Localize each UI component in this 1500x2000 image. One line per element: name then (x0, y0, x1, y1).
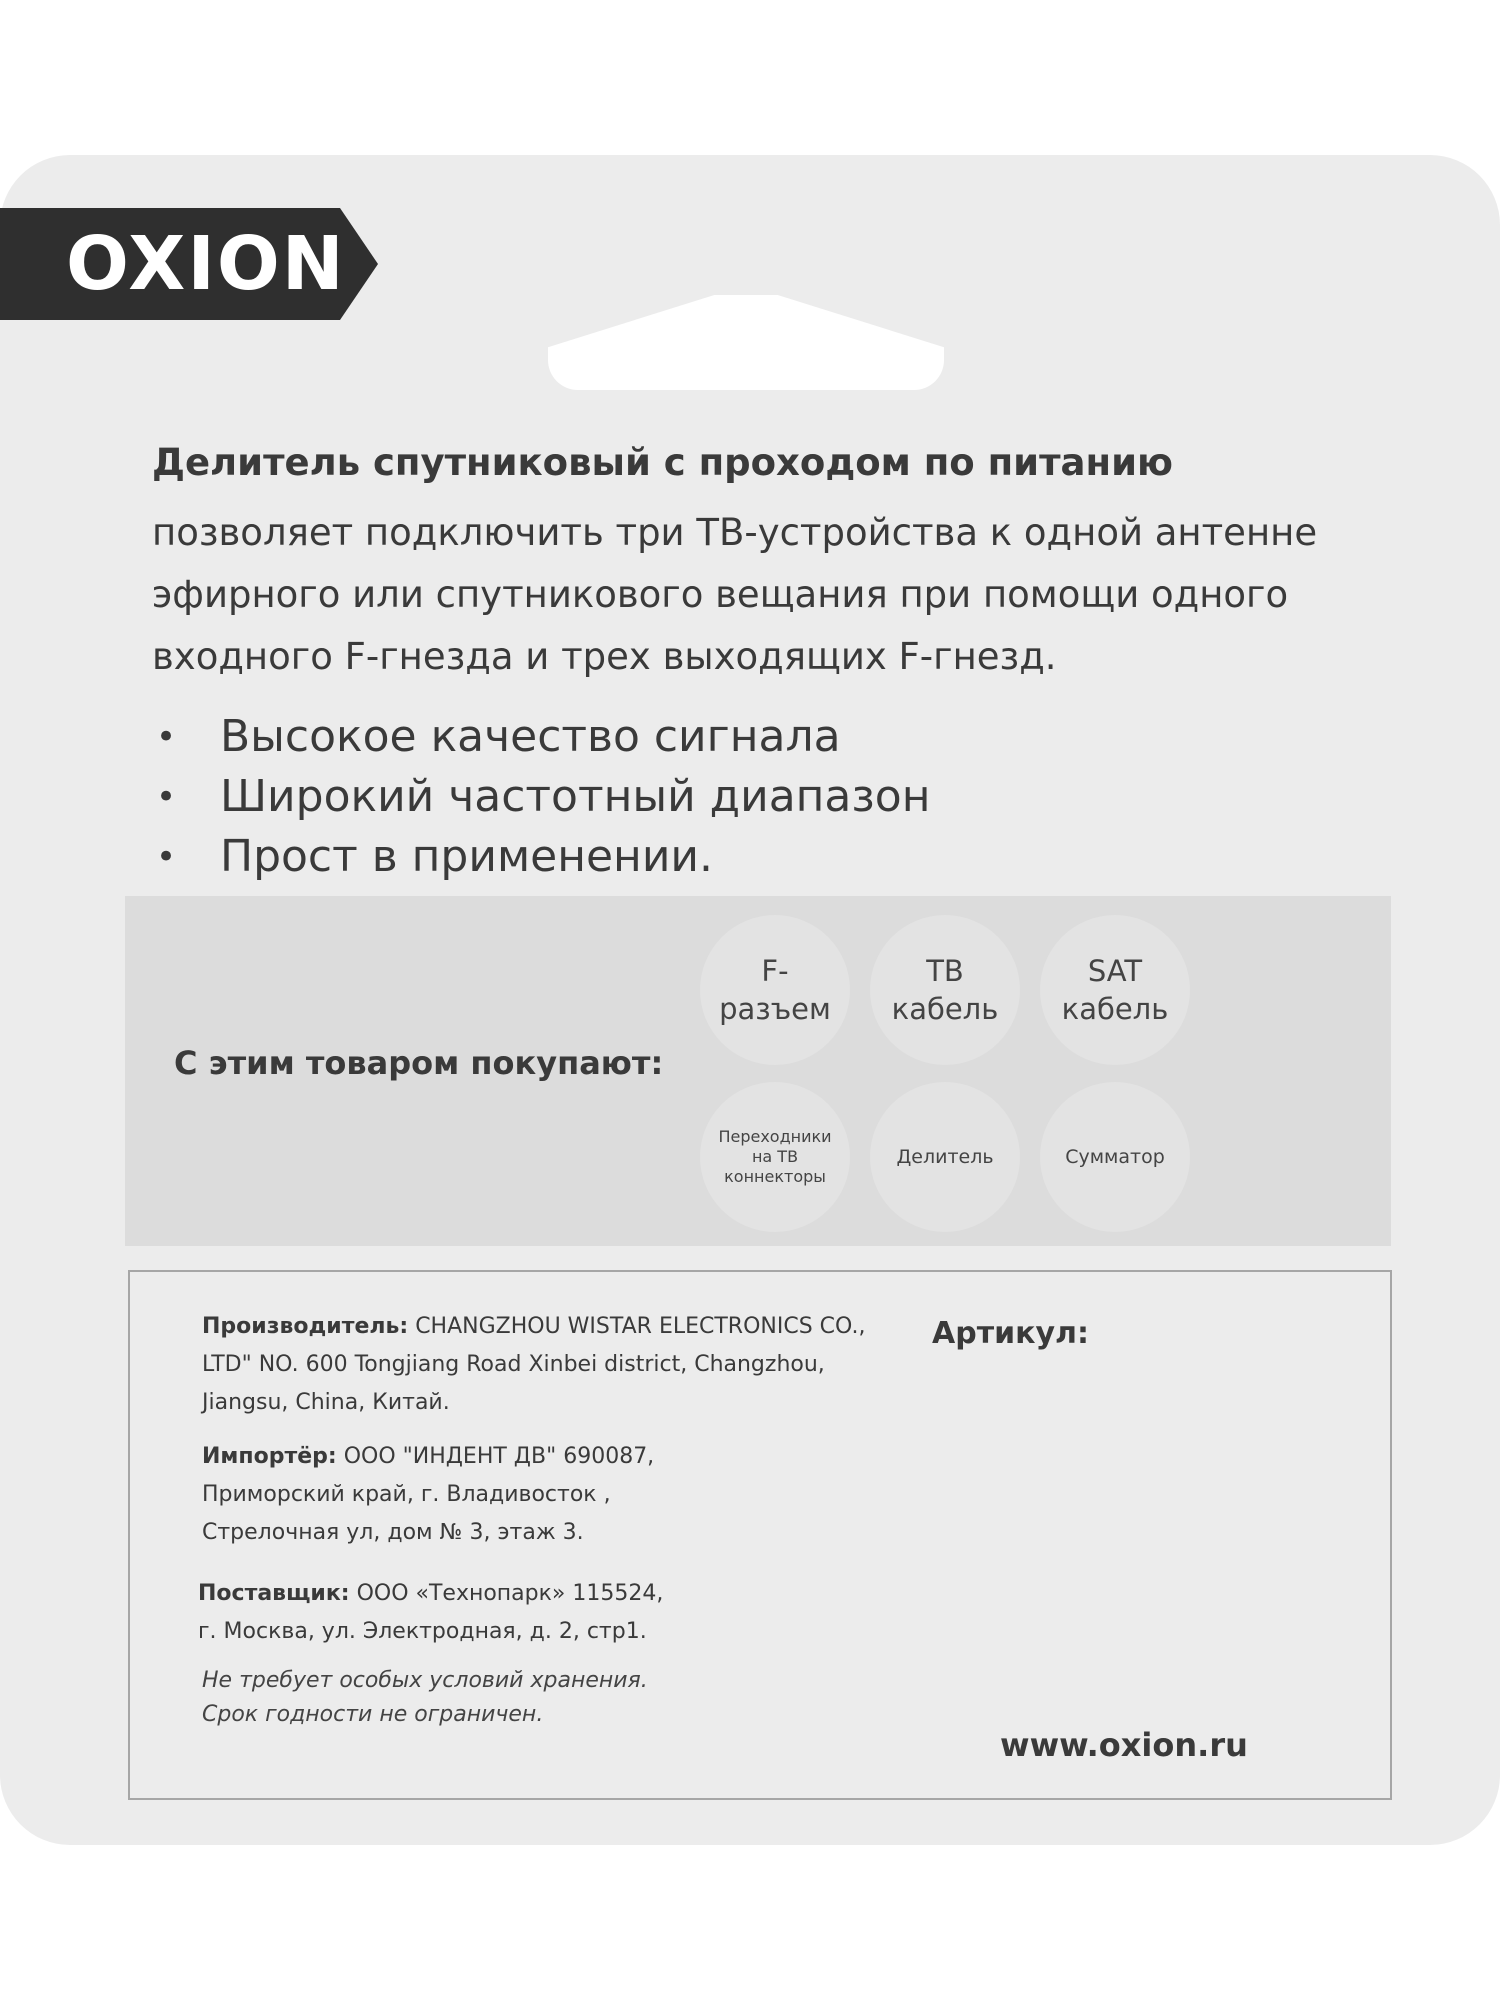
storage-note: Не требует особых условий хранения. Срок годности не ограничен. (202, 1668, 648, 1727)
supplier-info: Поставщик: ООО «Технопарк» 115524, г. Москва, ул. Электродная, д. 2, стр1. (198, 1581, 664, 1644)
importer-label: Импортёр: (202, 1444, 337, 1469)
related-item-adapters: Переходники на ТВ коннекторы (700, 1082, 850, 1232)
manufacturer-label: Производитель: (202, 1314, 409, 1339)
article-label: Артикул: (932, 1316, 1089, 1351)
feature-item (152, 707, 930, 767)
feature-item (152, 767, 930, 827)
feature-item (152, 827, 930, 887)
bullet-icon: • (156, 717, 177, 757)
bullet-icon: • (156, 777, 177, 817)
related-item-splitter: Делитель (870, 1082, 1020, 1232)
feature-text: Широкий частотный диапазон (220, 771, 931, 822)
related-item-f-connector: F- разъем (700, 915, 850, 1065)
feature-list (152, 707, 930, 887)
related-item-combiner: Сумматор (1040, 1082, 1190, 1232)
brand-logo: OXION (66, 221, 346, 307)
feature-text: Высокое качество сигнала (220, 711, 841, 762)
product-title: Делитель спутниковый с проходом по питанию (152, 441, 1173, 484)
description-line: эфирного или спутникового вещания при помощи одного (152, 573, 1289, 616)
related-item-sat-cable: SAT кабель (1040, 915, 1190, 1065)
importer-info: Импортёр: ООО "ИНДЕНТ ДВ" 690087, Приморский край, г. Владивосток , Стрелочная ул, дом № 3, этаж 3. (202, 1444, 655, 1545)
manufacturer-info: Производитель: CHANGZHOU WISTAR ELECTRONICS CO., LTD" NO. 600 Tongjiang Road Xinbei district, Changzhou, Jiangsu, China, Китай. (202, 1314, 866, 1415)
description-line: позволяет подключить три ТВ-устройства к одной антенне (152, 511, 1318, 554)
bullet-icon: • (156, 837, 177, 877)
related-products-label: С этим товаром покупают: (174, 1044, 664, 1082)
product-description (152, 502, 1352, 688)
related-item-tv-cable: ТВ кабель (870, 915, 1020, 1065)
website-url: www.oxion.ru (1000, 1726, 1248, 1764)
feature-text: Прост в применении. (220, 831, 714, 882)
supplier-label: Поставщик: (198, 1581, 350, 1606)
description-line: входного F-гнезда и трех выходящих F-гнезд. (152, 635, 1057, 678)
